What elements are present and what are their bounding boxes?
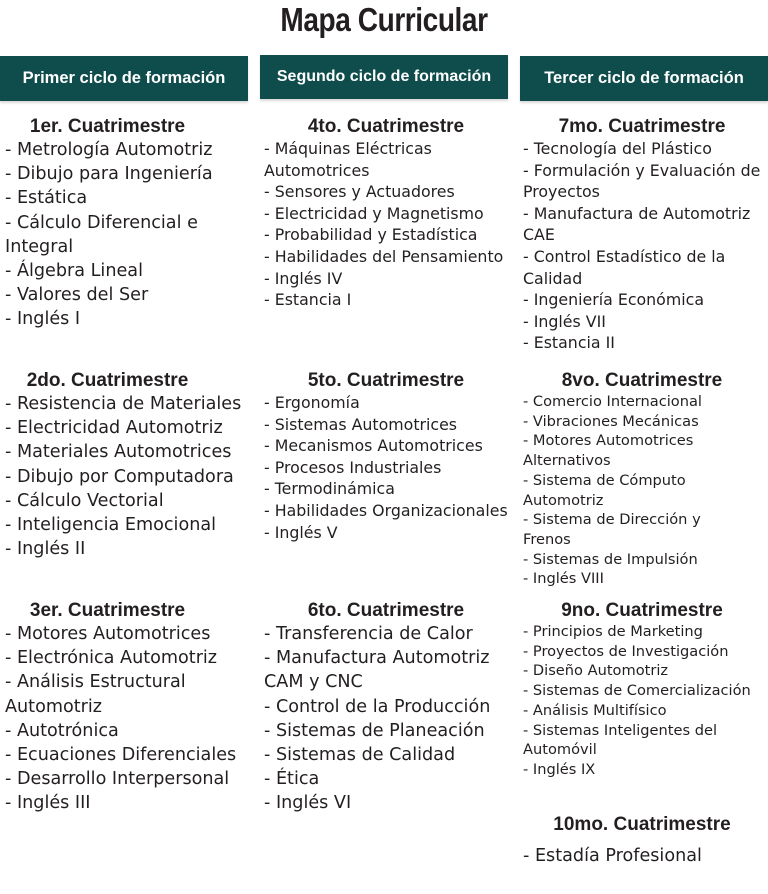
semester-title: 5to. Cuatrimestre <box>307 370 465 391</box>
semester-title: 6to. Cuatrimestre <box>307 600 465 621</box>
semester-block <box>5 600 247 816</box>
semester-block <box>264 600 506 816</box>
subject-item: - Sistemas Automotrices <box>264 414 458 434</box>
semester-block <box>264 370 509 543</box>
subject-list <box>5 138 247 332</box>
subject-item: - Inglés III <box>5 793 91 814</box>
subject-item: - Diseño Automotriz <box>523 662 669 680</box>
subject-item: - Dibujo por Computadora <box>5 466 234 487</box>
subject-item: - Ética <box>264 769 320 790</box>
page-title: Mapa Curricular <box>280 1 488 38</box>
cycle-header-third: Tercer ciclo de formación <box>520 56 768 101</box>
subject-item: - Control de la Producción <box>264 696 491 717</box>
subject-list <box>264 622 506 816</box>
subject-list <box>523 622 755 780</box>
subject-item: - Probabilidad y Estadística <box>264 225 478 245</box>
subject-item: - Estática <box>5 188 88 209</box>
semester-title: 9no. Cuatrimestre <box>561 600 723 621</box>
subject-item: - Inglés VII <box>523 311 606 331</box>
subject-item: - Inglés I <box>5 309 81 330</box>
subject-item: - Valores del Ser <box>5 285 149 306</box>
semester-block <box>5 116 247 332</box>
subject-list <box>5 392 247 561</box>
semester-block <box>523 370 753 589</box>
subject-item: - Resistencia de Materiales <box>5 394 242 414</box>
subject-item: - Sistema de Cómputo Automotriz <box>523 471 686 509</box>
subject-item: - Electrónica Automotriz <box>5 648 218 669</box>
subject-item: - Sistemas de Planeación <box>264 720 485 741</box>
subject-item: - Habilidades del Pensamiento <box>264 246 504 266</box>
subject-item: - Motores Automotrices <box>5 624 211 644</box>
subject-item: - Inglés V <box>264 522 338 542</box>
subject-item: - Manufactura Automotriz CAM y CNC <box>264 648 490 693</box>
subject-list <box>264 392 509 543</box>
subject-item: - Sensores y Actuadores <box>264 182 455 202</box>
subject-item: - Procesos Industriales <box>264 457 442 477</box>
cycle-header-first: Primer ciclo de formación <box>0 56 248 101</box>
subject-item: - Materiales Automotrices <box>5 442 232 463</box>
subject-item: - Máquinas Eléctricas Automotrices <box>264 139 432 180</box>
subject-item: - Manufactura de Automotriz CAE <box>523 203 751 245</box>
subject-item: - Cálculo Vectorial <box>5 490 164 511</box>
subject-item: - Inglés IV <box>264 268 343 288</box>
semester-title: 7mo. Cuatrimestre <box>558 116 726 137</box>
subject-item: - Desarrollo Interpersonal <box>5 769 230 790</box>
semester-title: 1er. Cuatrimestre <box>29 116 186 137</box>
subject-list <box>523 138 763 354</box>
subject-item: - Inteligencia Emocional <box>5 515 217 536</box>
subject-item: - Dibujo para Ingeniería <box>5 164 213 185</box>
subject-item: - Mecanismos Automotrices <box>264 436 483 456</box>
subject-item: - Comercio Internacional <box>523 393 702 410</box>
semester-block <box>523 600 755 780</box>
subject-item: - Metrología Automotriz <box>5 140 213 160</box>
subject-item: - Sistemas de Calidad <box>264 745 456 766</box>
subject-item: - Análisis Multifísico <box>523 701 667 719</box>
semester-title: 3er. Cuatrimestre <box>29 600 186 621</box>
subject-item: - Motores Automotrices Alternativos <box>523 432 694 470</box>
subject-item: - Control Estadístico de la Calidad <box>523 246 726 288</box>
subject-list <box>523 392 753 589</box>
subject-item: - Sistemas Inteligentes del Automóvil <box>523 721 718 759</box>
subject-item: - Ecuaciones Diferenciales <box>5 745 237 766</box>
subject-item: - Ergonomía <box>264 393 360 412</box>
subject-item: - Inglés II <box>5 539 86 560</box>
subject-item: - Estadía Profesional <box>523 846 702 866</box>
subject-item: - Habilidades Organizacionales <box>264 500 508 520</box>
semester-block <box>264 116 509 311</box>
subject-item: - Inglés IX <box>523 760 596 778</box>
subject-item: - Sistema de Dirección y Frenos <box>523 511 701 548</box>
subject-item: - Electricidad Automotriz <box>5 418 223 439</box>
subject-item: - Electricidad y Magnetismo <box>264 203 484 223</box>
subject-item: - Inglés VIII <box>523 570 604 588</box>
subject-list <box>523 844 763 868</box>
semester-block <box>523 116 763 354</box>
subject-list <box>5 622 247 816</box>
subject-item: - Vibraciones Mecánicas <box>523 412 699 430</box>
subject-item: - Ingeniería Económica <box>523 290 704 310</box>
subject-item: - Estancia I <box>264 290 352 310</box>
subject-item: - Principios de Marketing <box>523 623 703 640</box>
cycle-header-second: Segundo ciclo de formación <box>260 55 508 99</box>
subject-item: - Sistemas de Comercialización <box>523 682 751 700</box>
subject-item: - Transferencia de Calor <box>264 624 473 644</box>
subject-item: - Cálculo Diferencial e Integral <box>5 212 198 257</box>
semester-title: 8vo. Cuatrimestre <box>561 370 723 391</box>
subject-item: - Inglés VI <box>264 793 352 814</box>
subject-item: - Proyectos de Investigación <box>523 642 729 660</box>
semester-block <box>5 370 247 561</box>
subject-item: - Termodinámica <box>264 479 395 499</box>
subject-item: - Análisis Estructural Automotriz <box>5 672 186 717</box>
subject-item: - Autotrónica <box>5 720 119 741</box>
semester-title: 4to. Cuatrimestre <box>307 116 465 137</box>
subject-item: - Estancia II <box>523 333 615 353</box>
subject-list <box>264 138 509 311</box>
semester-title: 10mo. Cuatrimestre <box>553 814 731 835</box>
subject-item: - Tecnología del Plástico <box>523 139 712 158</box>
semester-title: 2do. Cuatrimestre <box>26 370 189 391</box>
subject-item: - Álgebra Lineal <box>5 261 143 282</box>
subject-item: - Sistemas de Impulsión <box>523 550 698 568</box>
semester-block <box>523 814 763 868</box>
subject-item: - Formulación y Evaluación de Proyectos <box>523 160 761 202</box>
